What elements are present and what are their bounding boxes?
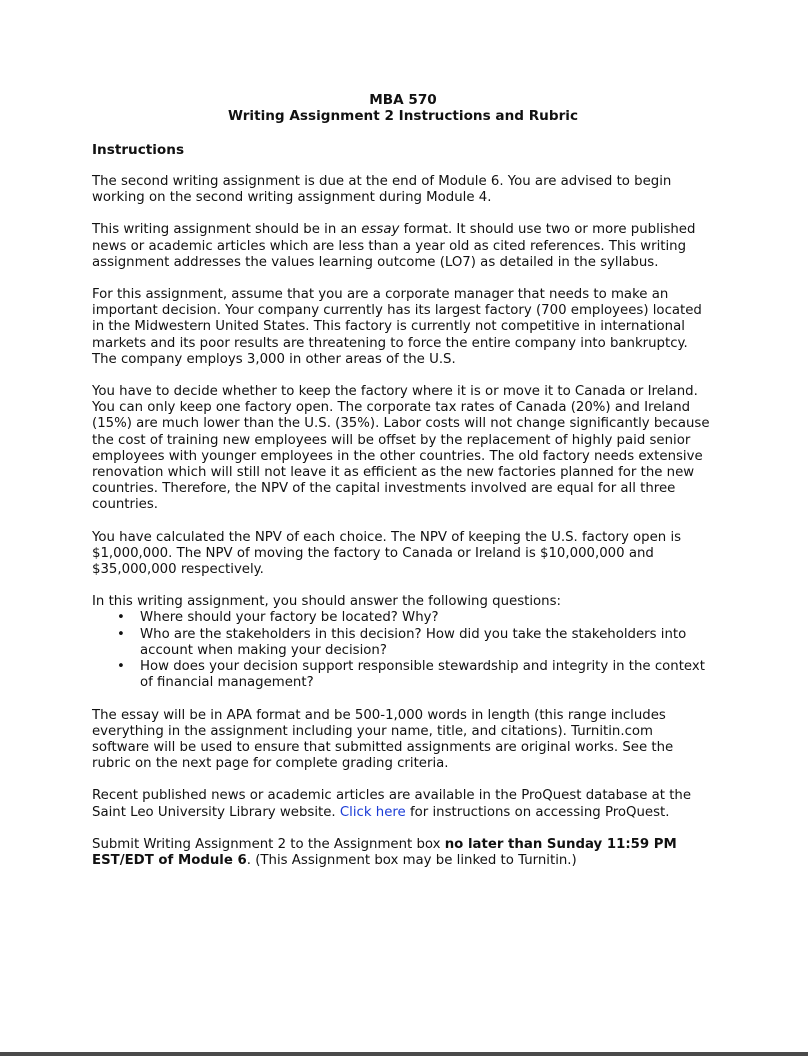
instructions-heading: Instructions — [92, 141, 185, 158]
paragraph-npv: You have calculated the NPV of each choice. The NPV of keeping the U.S. factory open is $1,000,000. The NPV of moving the factory to Canada or Ireland is $10,000,000 and $35,000,000 respectively. — [92, 529, 682, 578]
paragraph-submit-text-2: . (This Assignment box may be linked to Turnitin.) — [246, 852, 577, 868]
click-here-link[interactable]: Click here — [339, 804, 406, 820]
paragraph-format — [92, 222, 714, 271]
paragraph-decision: You have to decide whether to keep the factory where it is or move it to Canada or Ireland. You can only keep one factory open. The corporate tax rates of Canada (20%) and Ireland (15%) are much lower than the U.S. (35%). Labor costs will not change significantly because the cost of training new employees will be offset by the replacement of highly paid senior employees with younger employees in the other countries. The old factory needs extensive renovation which will still not leave it as efficient as the new factories planned for the new countries. Therefore, the NPV of the capital investments involved are equal for all three countries. — [92, 384, 710, 513]
paragraph-format-text-2: format. It should use two or more published news or academic articles which are less than a year old as cited references. This writing assignment addresses the values learning outcome (LO7) as detailed in the syllabus. — [92, 222, 696, 270]
list-item: • How does your decision support responsible stewardship and integrity in the context of financial management? — [140, 659, 714, 691]
paragraph-apa-format: The essay will be in APA format and be 500-1,000 words in length (this range includes everything in the assignment including your name, title, and citations). Turnitin.com software will be used to ensure that submitted assignments are original works. See the rubric on the next page for complete grading criteria. — [92, 707, 674, 772]
questions-list — [92, 610, 714, 691]
document-page — [92, 92, 714, 869]
deadline-bold: no later than Sunday 11:59 PM EST/EDT of Module 6 — [92, 836, 677, 868]
document-title: Writing Assignment 2 Instructions and Rubric — [227, 108, 579, 125]
list-item: • Where should your factory be located? Why? — [140, 610, 714, 626]
paragraph-format-text-1: This writing assignment should be in an — [92, 222, 362, 238]
paragraph-submit — [92, 837, 714, 869]
paragraph-proquest-text-1: Recent published news or academic articles are available in the ProQuest database at the Saint Leo University Library website. — [92, 788, 692, 820]
viewer-bottom-edge — [0, 1052, 808, 1056]
questions-intro: In this writing assignment, you should answer the following questions: — [92, 594, 561, 610]
paragraph-proquest — [92, 788, 714, 820]
paragraph-due-date: The second writing assignment is due at the end of Module 6. You are advised to begin working on the second writing assignment during Module 4. — [92, 174, 672, 206]
list-item: • Who are the stakeholders in this decision? How did you take the stakeholders into account when making your decision? — [140, 627, 714, 659]
essay-emphasis: essay — [361, 222, 400, 238]
paragraph-proquest-text-2: for instructions on accessing ProQuest. — [405, 804, 670, 820]
paragraph-scenario: For this assignment, assume that you are a corporate manager that needs to make an important decision. Your company currently has its largest factory (700 employees) located in the Midwestern United States. This factory is currently not competitive in international markets and its poor results are threatening to force the entire company into bankruptcy. The company employs 3,000 in other areas of the U.S. — [92, 287, 702, 367]
paragraph-submit-text-1: Submit Writing Assignment 2 to the Assignment box — [92, 836, 445, 852]
course-code: MBA 570 — [369, 92, 437, 108]
